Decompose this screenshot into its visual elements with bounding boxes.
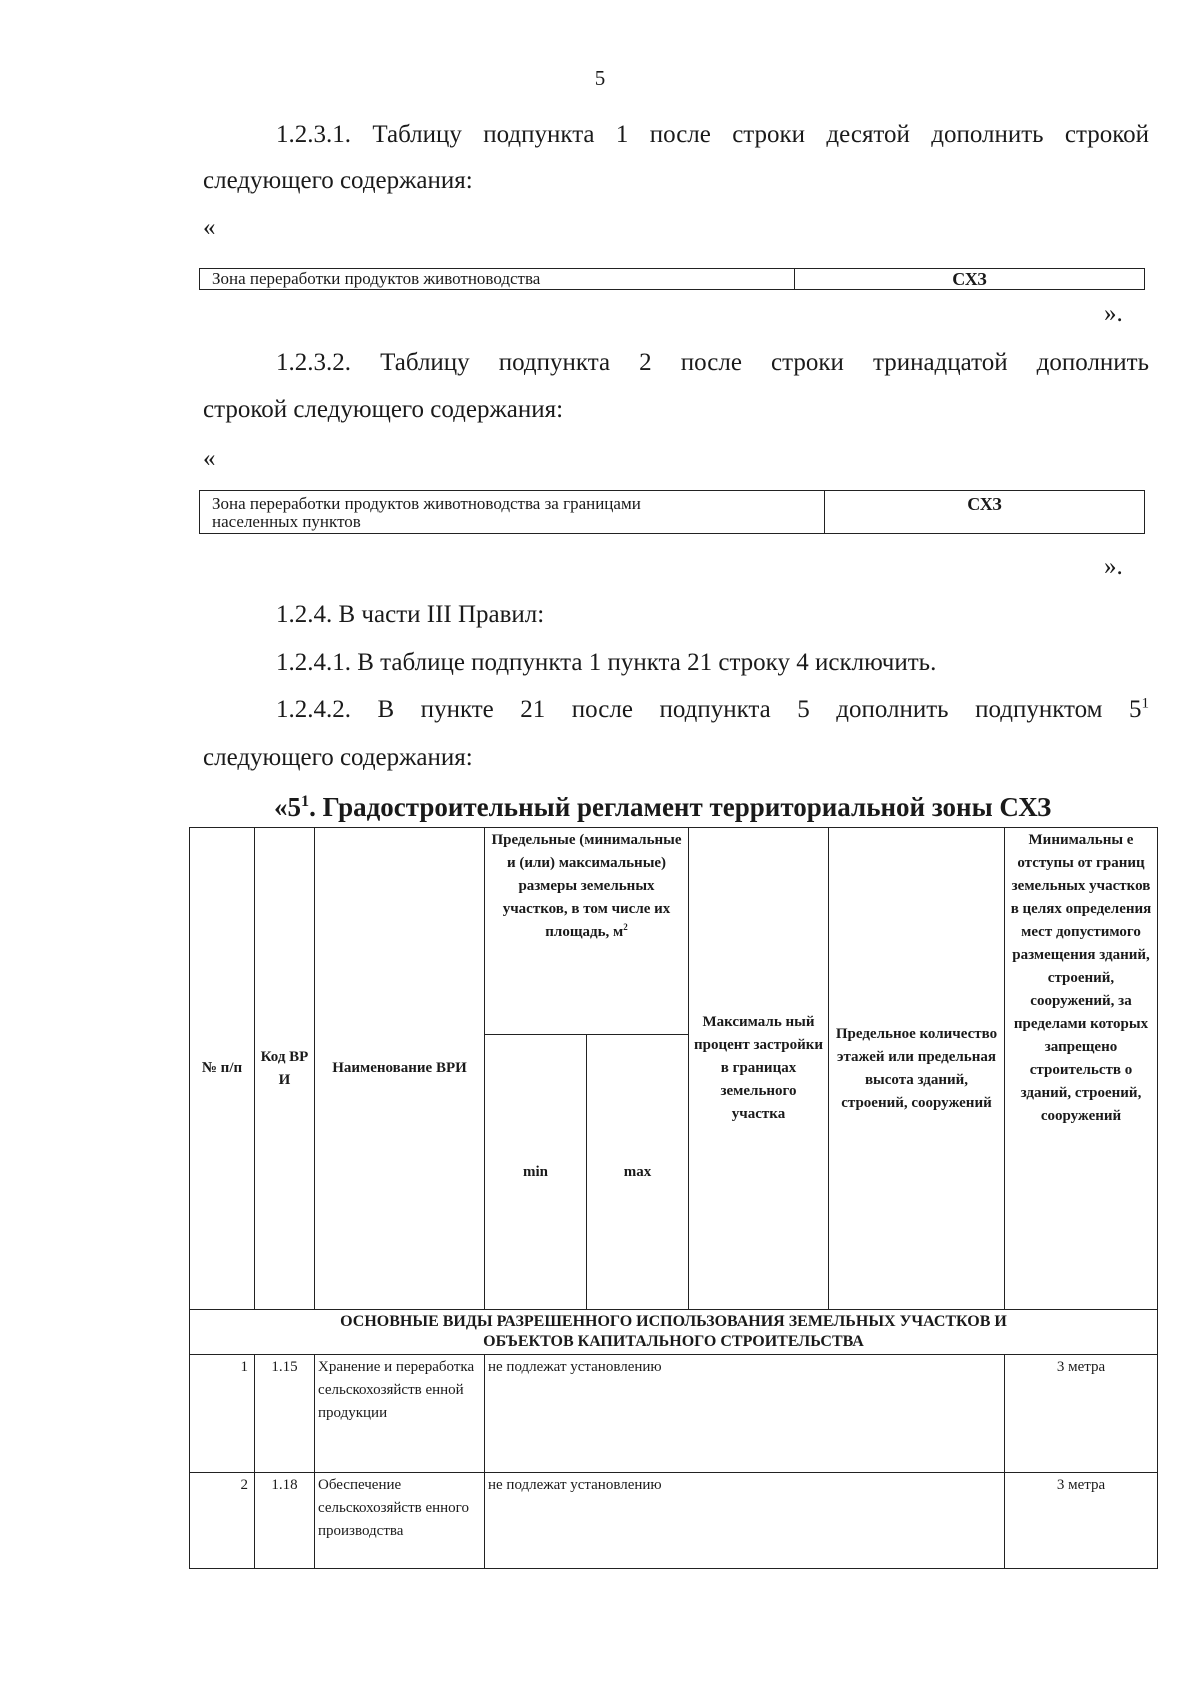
header-floors: Предельное количество этажей или предельная высота зданий, строений, сооружений	[829, 828, 1005, 1310]
header-code: Код ВР И	[255, 828, 315, 1310]
table-row	[190, 1355, 1158, 1473]
header-setback: Минимальны е отступы от границ земельных участков в целях определения мест допустимого размещения зданий, строений, сооружений, за пределами которых запрещено строительств о зданий, строений, сооружений	[1005, 828, 1158, 1310]
paragraph-2-line-1: 1.2.3.2. Таблицу подпункта 2 после строки тринадцатой дополнить	[276, 349, 1149, 376]
paragraph-5-superscript: 1	[1141, 695, 1149, 712]
section-heading-line-2: ОБЪЕКТОВ КАПИТАЛЬНОГО СТРОИТЕЛЬСТВА	[483, 1333, 864, 1350]
header-num: № п/п	[190, 828, 255, 1310]
header-sizes-superscript: 2	[623, 922, 628, 932]
paragraph-5-line-2: следующего содержания:	[203, 744, 473, 771]
header-percent: Максималь ный процент застройки в границах земельного участка	[689, 828, 829, 1310]
zone-table-2-row	[200, 491, 1145, 534]
quote-open-2: «	[203, 445, 216, 472]
section-row	[190, 1310, 1158, 1355]
paragraph-5-line-1	[276, 697, 1149, 722]
table-row	[190, 1473, 1158, 1569]
regulation-table	[189, 827, 1158, 1569]
header-sizes	[485, 828, 689, 1035]
header-max: max	[587, 1035, 689, 1310]
paragraph-1-line-2: следующего содержания:	[203, 167, 473, 194]
row-num: 1	[190, 1355, 255, 1473]
page-number: 5	[594, 66, 606, 90]
paragraph-2-line-2: строкой следующего содержания:	[203, 396, 564, 423]
zone-code-cell: СХЗ	[825, 491, 1145, 534]
row-setback: 3 метра	[1005, 1355, 1158, 1473]
row-params: не подлежат установлению	[485, 1355, 1005, 1473]
header-sizes-text: Предельные (минимальные и (или) максимальные) размеры земельных участков, в том числе их площадь, м	[491, 832, 682, 940]
header-row-1	[190, 828, 1158, 1035]
zone-name-line-2: населенных пунктов	[212, 512, 361, 531]
zone-table-2	[199, 490, 1145, 534]
row-num: 2	[190, 1473, 255, 1569]
section-title-prefix: «5	[274, 792, 301, 822]
row-name: Хранение и переработка сельскохозяйств енной продукции	[315, 1355, 485, 1473]
zone-code-cell: СХЗ	[795, 269, 1145, 290]
paragraph-3: 1.2.4. В части III Правил:	[276, 601, 545, 628]
header-min: min	[485, 1035, 587, 1310]
section-heading-line-1: ОСНОВНЫЕ ВИДЫ РАЗРЕШЕННОГО ИСПОЛЬЗОВАНИЯ ЗЕМЕЛЬНЫХ УЧАСТКОВ И	[340, 1313, 1007, 1330]
row-setback: 3 метра	[1005, 1473, 1158, 1569]
zone-name-cell: Зона переработки продуктов животноводства	[200, 269, 795, 290]
quote-open-1: «	[203, 214, 216, 241]
quote-close-1: ».	[1104, 300, 1123, 327]
section-title-superscript: 1	[301, 792, 310, 810]
row-code: 1.15	[255, 1355, 315, 1473]
paragraph-4: 1.2.4.1. В таблице подпункта 1 пункта 21 строку 4 исключить.	[276, 649, 937, 676]
row-name: Обеспечение сельскохозяйств енного производства	[315, 1473, 485, 1569]
header-name: Наименование ВРИ	[315, 828, 485, 1310]
zone-table-1-row	[200, 269, 1145, 290]
section-title	[274, 792, 1051, 823]
paragraph-5-text: 1.2.4.2. В пункте 21 после подпункта 5 дополнить подпунктом 5	[276, 696, 1142, 723]
zone-name-cell	[200, 491, 825, 534]
zone-name-line-1: Зона переработки продуктов животноводства за границами	[212, 494, 641, 513]
quote-close-2: ».	[1104, 553, 1123, 580]
section-heading	[190, 1310, 1158, 1355]
zone-table-1	[199, 268, 1145, 290]
paragraph-1-line-1: 1.2.3.1. Таблицу подпункта 1 после строки десятой дополнить строкой	[276, 121, 1149, 148]
section-title-text: . Градостроительный регламент территориальной зоны СХЗ	[309, 792, 1052, 822]
row-code: 1.18	[255, 1473, 315, 1569]
row-params: не подлежат установлению	[485, 1473, 1005, 1569]
